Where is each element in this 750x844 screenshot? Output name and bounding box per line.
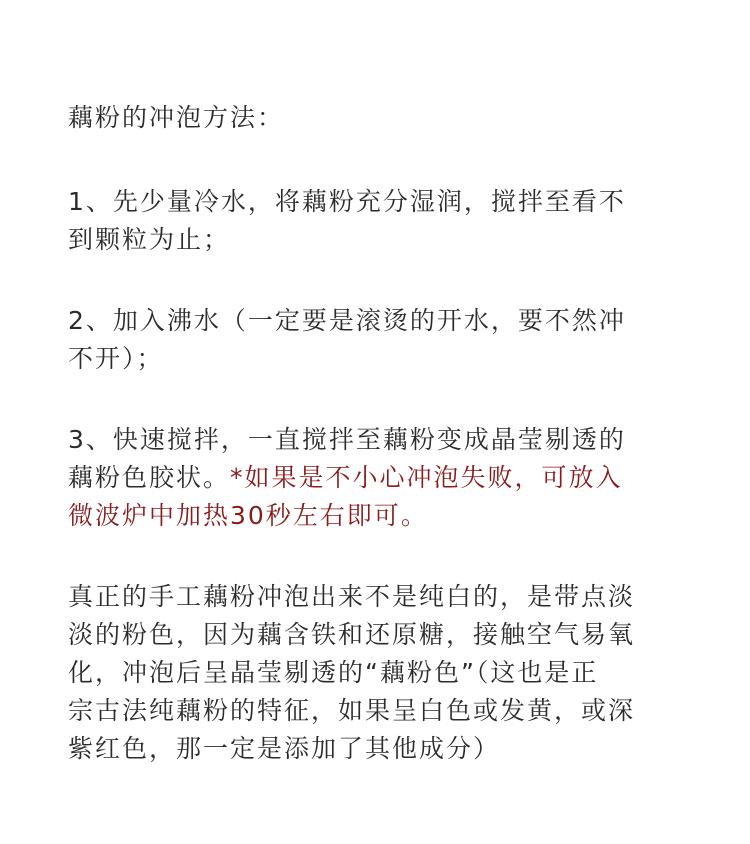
failure-warning: *如果是不小心冲泡失败，可放入 (230, 463, 623, 492)
article (68, 96, 688, 811)
step-1 (68, 183, 688, 259)
step-3-text: 藕粉色胶状。 (68, 463, 231, 492)
step-3-line-1: 3、快速搅拌，一直搅拌至藕粉变成晶莹剔透的 (68, 425, 626, 454)
step-3 (68, 421, 688, 535)
authenticity-note (68, 578, 688, 768)
note-line-3: 化，冲泡后呈晶莹剔透的“藕粉色”（这也是正 (68, 658, 599, 687)
step-1-line-2: 到颗粒为止； (68, 225, 231, 254)
step-2 (68, 302, 688, 378)
note-line-2: 淡的粉色，因为藕含铁和还原糖，接触空气易氧 (68, 620, 636, 649)
note-line-5: 紫红色，那一定是添加了其他成分） (68, 734, 501, 763)
failure-warning-cont: 微波炉中加热30秒左右即可。 (68, 501, 428, 530)
step-1-line-1: 1、先少量冷水，将藕粉充分湿润，搅拌至看不 (68, 187, 626, 216)
page-title: 藕粉的冲泡方法： (68, 103, 285, 132)
note-line-1: 真正的手工藕粉冲泡出来不是纯白的，是带点淡 (68, 582, 636, 611)
step-3-line-2 (68, 459, 688, 497)
note-line-4: 宗古法纯藕粉的特征，如果呈白色或发黄，或深 (68, 696, 636, 725)
step-2-line-1: 2、加入沸水（一定要是滚烫的开水，要不然冲 (68, 306, 626, 335)
step-2-line-2: 不开）； (68, 344, 164, 373)
